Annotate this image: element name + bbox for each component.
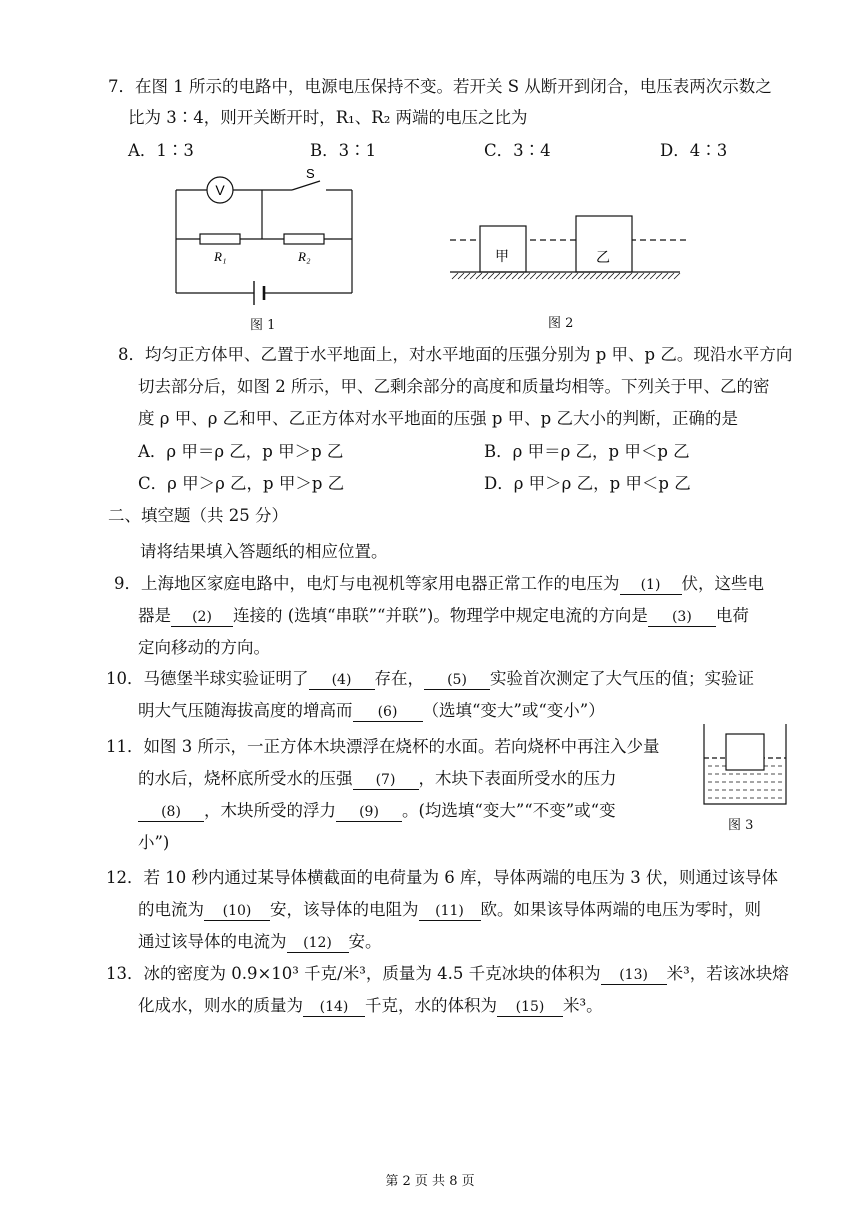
q13-text-d: 千克，水的体积为 [365, 996, 497, 1015]
blank-12: (12) [287, 934, 349, 953]
q8-option-b: B．ρ 甲＝ρ 乙，p 甲＜p 乙 [484, 442, 690, 461]
q13-text-c: 化成水，则水的质量为 [138, 996, 303, 1015]
q11-line2 [138, 768, 617, 790]
q10-text-c: 实验首次测定了大气压的值；实验证 [490, 669, 754, 688]
blank-15: (15) [497, 998, 563, 1017]
q12-text-d: 通过该导体的电流为 [138, 932, 287, 951]
blocks-diagram [448, 208, 688, 288]
blank-6: (6) [353, 703, 423, 722]
figure2-caption: 图 2 [548, 316, 574, 331]
q10-line2 [138, 700, 605, 722]
q11-text-d: 。(均选填“变大”“不变”或“变 [402, 801, 616, 820]
q8-option-c: C．ρ 甲＞ρ 乙，p 甲＞p 乙 [138, 474, 345, 493]
q12-line2 [138, 899, 761, 921]
r1-label: R₁ [214, 249, 227, 264]
q7-line2: 比为 3∶4，则开关断开时，R₁、R₂ 两端的电压之比为 [128, 108, 528, 127]
switch-label: S [306, 168, 315, 181]
q13-text-b: 米³，若该冰块熔 [666, 964, 789, 983]
block-a-label: 甲 [495, 249, 509, 265]
q7-option-a: A．1∶3 [128, 141, 194, 160]
block-b-label: 乙 [596, 250, 610, 266]
q13-line1 [106, 963, 789, 985]
q11-line3 [138, 800, 616, 822]
q9-text-d: 连接的 (选填“串联”“并联”)。物理学中规定电流的方向是 [233, 606, 648, 625]
blank-4: (4) [309, 671, 375, 690]
q10-text-a: 10．马德堡半球实验证明了 [106, 669, 309, 688]
q12-text-c: 欧。如果该导体两端的电压为零时，则 [480, 900, 761, 919]
q10-text-e: （选填“变大”或“变小”） [422, 701, 605, 720]
q12-text-b: 安，该导体的电阻为 [270, 900, 419, 919]
q7-option-d: D．4∶3 [660, 141, 728, 160]
q12-line1: 12．若 10 秒内通过某导体横截面的电荷量为 6 库，导体两端的电压为 3 伏，则通过该导体 [106, 868, 778, 887]
blank-11: (11) [419, 902, 481, 921]
q11-text-b: ，木块下表面所受水的压力 [418, 769, 617, 788]
blank-1: (1) [620, 576, 682, 595]
figure3-caption: 图 3 [728, 818, 754, 833]
blank-8: (8) [138, 803, 204, 822]
q12-text-a: 的电流为 [138, 900, 204, 919]
q9-line3: 定向移动的方向。 [138, 638, 270, 657]
blank-10: (10) [204, 902, 270, 921]
voltmeter-icon [207, 177, 233, 203]
voltmeter-label: V [215, 182, 225, 198]
q9-text-c: 器是 [138, 606, 171, 625]
figure1-caption: 图 1 [250, 318, 276, 333]
page-footer: 第 2 页 共 8 页 [385, 1174, 475, 1189]
q9-text-b: 伏，这些电 [681, 574, 764, 593]
q7-option-b: B．3∶1 [310, 141, 377, 160]
q12-text-e: 安。 [348, 932, 382, 951]
blank-2: (2) [171, 608, 233, 627]
blank-3: (3) [648, 608, 716, 627]
blank-7: (7) [353, 771, 419, 790]
r2-label: R₂ [298, 249, 311, 264]
q9-line2 [138, 605, 749, 627]
q10-text-d: 明大气压随海拔高度的增高而 [138, 701, 353, 720]
q8-option-d: D．ρ 甲＞ρ 乙，p 甲＜p 乙 [484, 474, 691, 493]
q9-line1 [114, 573, 764, 595]
q8-line2: 切去部分后，如图 2 所示，甲、乙剩余部分的高度和质量均相等。下列关于甲、乙的密 [138, 377, 770, 396]
q8-line3: 度 ρ 甲、ρ 乙和甲、乙正方体对水平地面的压强 p 甲、p 乙大小的判断，正确的是 [138, 409, 738, 428]
beaker-diagram [696, 722, 792, 808]
blank-14: (14) [303, 998, 365, 1017]
q10-text-b: 存在， [374, 669, 424, 688]
q11-line1: 11．如图 3 所示，一正方体木块漂浮在烧杯的水面。若向烧杯中再注入少量 [106, 737, 660, 756]
blank-9: (9) [336, 803, 402, 822]
section-title: 二、填空题（共 25 分） [108, 506, 288, 525]
q7-line1: 7．在图 1 所示的电路中，电源电压保持不变。若开关 S 从断开到闭合，电压表两次示数之 [108, 77, 772, 96]
circuit-diagram [160, 168, 370, 306]
q11-text-a: 的水后，烧杯底所受水的压强 [138, 769, 353, 788]
q8-line1: 8．均匀正方体甲、乙置于水平地面上，对水平地面的压强分别为 p 甲、p 乙。现沿水平方向 [118, 345, 793, 364]
q7-option-c: C．3∶4 [484, 141, 551, 160]
q11-text-c: ，木块所受的浮力 [204, 801, 336, 820]
q13-text-a: 13．冰的密度为 0.9×10³ 千克/米³，质量为 4.5 千克冰块的体积为 [106, 964, 601, 983]
q12-line3 [138, 931, 382, 953]
q8-option-a: A．ρ 甲＝ρ 乙，p 甲＞p 乙 [138, 442, 344, 461]
blank-13: (13) [601, 966, 667, 985]
q9-text-a: 9．上海地区家庭电路中，电灯与电视机等家用电器正常工作的电压为 [114, 574, 620, 593]
blank-5: (5) [424, 671, 490, 690]
q13-line2 [138, 995, 603, 1017]
wood-block [726, 734, 764, 770]
q11-line4: 小”) [138, 833, 170, 852]
section-instruction: 请将结果填入答题纸的相应位置。 [140, 542, 388, 561]
q13-text-e: 米³。 [563, 996, 603, 1015]
q9-text-e: 电荷 [715, 606, 749, 625]
q10-line1 [106, 668, 754, 690]
